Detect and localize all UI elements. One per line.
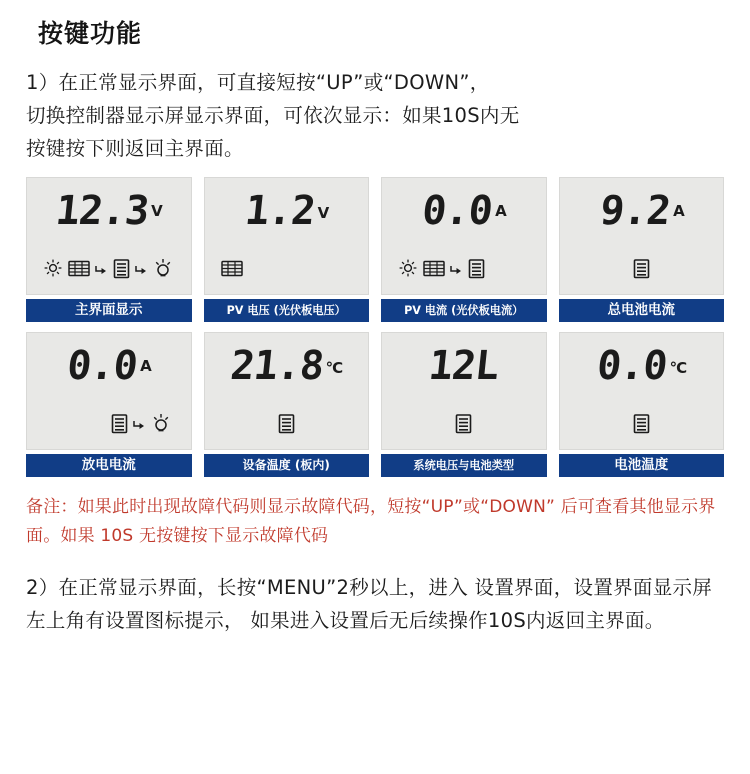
lcd-reading <box>389 339 538 389</box>
lcd-reading <box>567 339 716 391</box>
document-page <box>0 14 750 774</box>
lcd-cell <box>204 177 370 322</box>
lcd-value: 0.0 <box>65 343 140 389</box>
lcd-reading <box>389 184 538 240</box>
lcd-unit: °C <box>668 359 686 377</box>
lcd-value: 1.2 <box>242 188 317 234</box>
lcd-reading <box>212 339 361 391</box>
lcd-display <box>26 177 192 295</box>
arrow-right-icon <box>133 416 146 435</box>
lcd-icon-row <box>570 254 714 288</box>
arrow-right-icon <box>450 261 463 280</box>
paragraph-2-line-3: 如果进入设置后无后续操作10S内返回主界面。 <box>250 609 665 632</box>
lcd-icon-row <box>37 409 181 443</box>
note-line-2: 后可查看其他显示界面。如果 10S 无按键按下显示故障代码 <box>26 497 716 546</box>
lcd-value: 0.0 <box>594 343 669 389</box>
battery-icon <box>633 258 650 283</box>
battery-icon <box>278 413 295 438</box>
battery-icon <box>113 258 130 283</box>
lcd-unit: A <box>494 202 506 220</box>
battery-icon <box>633 413 650 438</box>
bulb-icon <box>153 258 173 283</box>
lcd-caption: 主界面显示 <box>26 299 192 322</box>
lcd-reading <box>567 184 716 240</box>
lcd-value: 21.8 <box>227 343 325 389</box>
lcd-caption: 放电电流 <box>26 454 192 477</box>
lcd-cell <box>26 177 192 322</box>
paragraph-1 <box>26 66 724 165</box>
lcd-icon-row <box>392 254 536 288</box>
arrow-right-icon <box>135 261 148 280</box>
lcd-caption: 设备温度 (板内) <box>204 454 370 477</box>
lcd-unit: V <box>316 204 328 222</box>
lcd-display <box>559 332 725 450</box>
page-title: 按键功能 <box>38 19 143 48</box>
lcd-display <box>381 177 547 295</box>
lcd-reading <box>212 184 361 236</box>
paragraph-2-line-2: 设置界面，设置界面显示屏左上角有设置图标提示， <box>26 576 713 632</box>
lcd-value: 12.3 <box>53 188 151 234</box>
lcd-value: 0.0 <box>420 188 495 234</box>
lcd-unit: A <box>672 202 683 220</box>
lcd-caption: PV 电压 (光伏板电压） <box>204 299 370 322</box>
solar-panel-icon <box>221 260 243 281</box>
note-line-1: 备注：如果此时出现故障代码则显示故障代码，短按“UP”或“DOWN” <box>26 497 556 517</box>
bulb-icon <box>151 413 171 438</box>
note-text <box>26 493 724 551</box>
sun-icon <box>43 258 63 282</box>
lcd-display <box>26 332 192 450</box>
lcd-icon-row <box>392 409 536 443</box>
paragraph-2 <box>26 571 724 637</box>
lcd-cell <box>381 332 547 477</box>
lcd-value: 9.2 <box>597 188 672 234</box>
battery-icon <box>111 413 128 438</box>
lcd-caption: 系统电压与电池类型 <box>381 454 547 477</box>
solar-panel-icon <box>68 260 90 281</box>
battery-icon <box>455 413 472 438</box>
lcd-unit: °C <box>325 359 342 377</box>
lcd-screen-grid <box>26 177 724 477</box>
lcd-unit: A <box>139 357 151 375</box>
lcd-caption: 电池温度 <box>559 454 725 477</box>
lcd-display <box>204 177 370 295</box>
lcd-reading <box>34 184 183 240</box>
lcd-cell <box>381 177 547 322</box>
lcd-caption: PV 电流 (光伏板电流） <box>381 299 547 322</box>
lcd-value: 12L <box>426 343 501 389</box>
lcd-icon-row <box>570 409 714 443</box>
paragraph-1-line-2: 切换控制器显示屏显示界面，可依次显示：如果10S内无 <box>26 104 520 127</box>
lcd-cell <box>559 332 725 477</box>
battery-icon <box>468 258 485 283</box>
lcd-unit: V <box>151 202 162 220</box>
lcd-cell <box>26 332 192 477</box>
lcd-icon-row <box>215 254 359 288</box>
sun-icon <box>398 258 418 282</box>
paragraph-1-line-1: 1）在正常显示界面，可直接短按“UP”或“DOWN”， <box>26 71 490 94</box>
lcd-display <box>381 332 547 450</box>
lcd-reading <box>34 339 183 395</box>
lcd-display <box>559 177 725 295</box>
solar-panel-icon <box>423 260 445 281</box>
lcd-icon-row <box>215 409 359 443</box>
lcd-cell <box>204 332 370 477</box>
lcd-icon-row <box>37 254 181 288</box>
paragraph-2-line-1: 2）在正常显示界面，长按“MENU”2秒以上，进入 <box>26 576 469 599</box>
lcd-caption: 总电池电流 <box>559 299 725 322</box>
arrow-right-icon <box>95 261 108 280</box>
paragraph-1-line-3: 按键按下则返回主界面。 <box>26 137 244 160</box>
lcd-cell <box>559 177 725 322</box>
lcd-display <box>204 332 370 450</box>
